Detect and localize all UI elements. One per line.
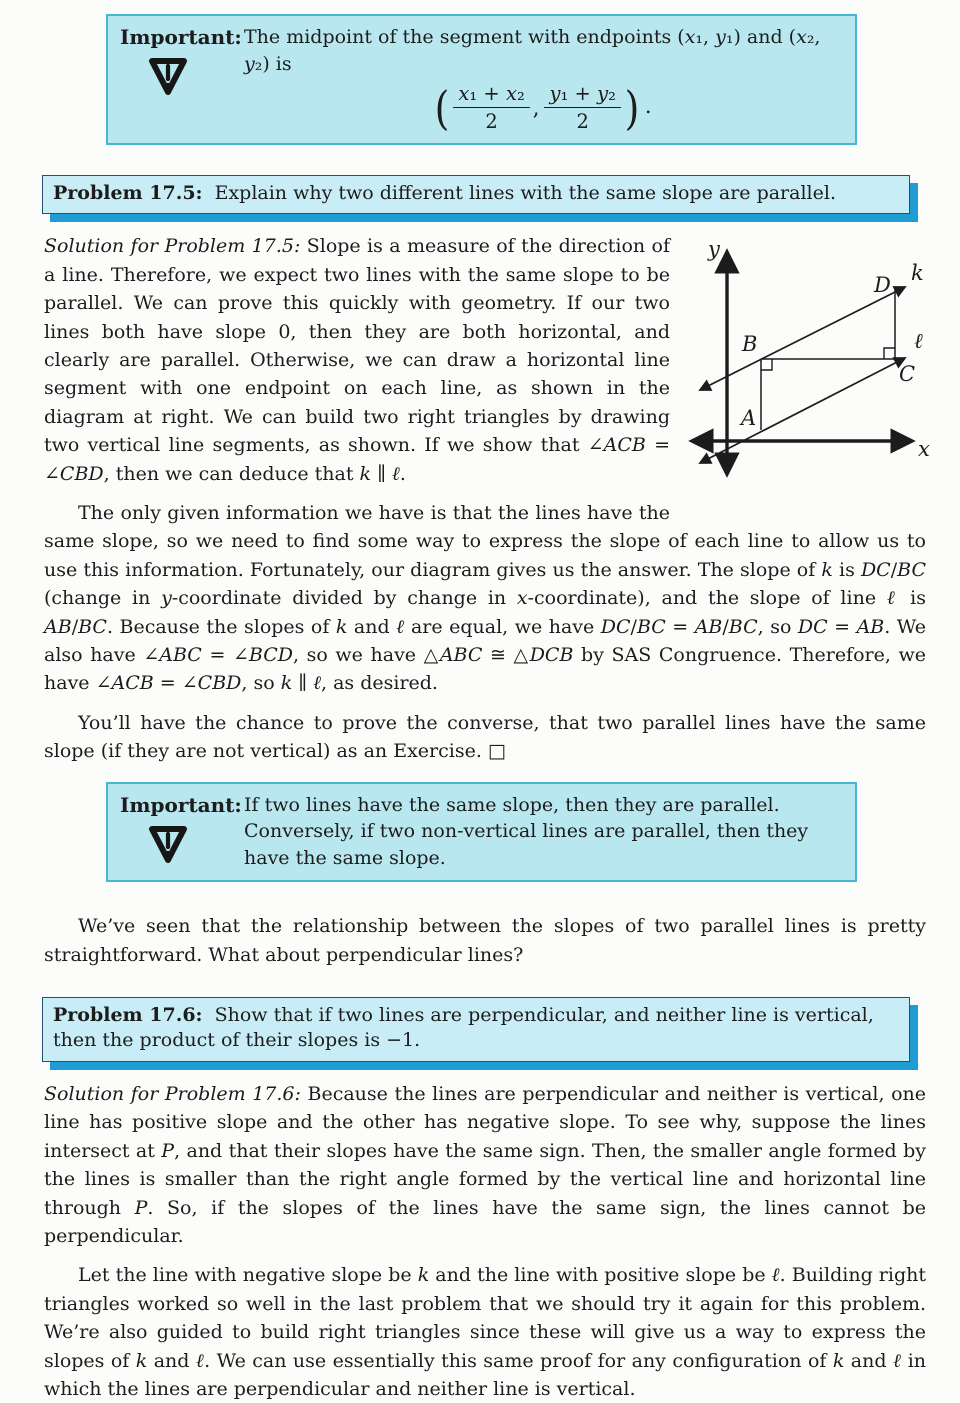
label-D: D: [874, 273, 891, 298]
important-note-label-column: [120, 24, 244, 134]
solution-17-6: [44, 1080, 926, 1403]
open-paren: (: [435, 80, 450, 135]
problem-box-17-6: [42, 997, 910, 1062]
label-y: y: [708, 237, 720, 262]
exclamation-triangle-icon: [144, 55, 192, 99]
fraction-x: [453, 82, 529, 134]
fraction-y: [544, 82, 620, 134]
fraction-y-numerator: y₁ + y₂: [544, 82, 620, 108]
problem-17-5-label: Problem 17.5:: [53, 181, 203, 204]
formula-period: .: [644, 94, 652, 119]
label-x: x: [918, 437, 930, 462]
label-C: C: [899, 362, 916, 387]
problem-box-17-5: [42, 175, 910, 215]
label-B: B: [742, 332, 758, 357]
solution-17-5-paragraph-2: The only given information we have is that the lines have the same slope, so we need to find some way to express the slope of each line to allow us to use this information. Fortunately, our diagram gives us the answer. The slope of k is DC/BC (change in y-coordinate divided by change in x-coordinate), and the slope of line ℓ is AB/BC. Because the slopes of k and ℓ are equal, we have DC/BC = AB/BC, so DC = AB. We also have ∠ABC = ∠BCD, so we have △ABC ≅ △DCB by SAS Congruence. Therefore, we have ∠ACB = ∠CBD, so k ∥ ℓ, as desired.: [44, 501, 927, 695]
important-note-body: [244, 24, 841, 134]
exclamation-triangle-icon: [144, 823, 192, 867]
midpoint-formula: [244, 82, 841, 134]
close-paren: ): [624, 80, 640, 135]
parallel-lines-figure: [684, 234, 956, 506]
fraction-y-denominator: 2: [576, 110, 589, 134]
formula-comma: ,: [532, 96, 540, 121]
label-k: k: [911, 261, 924, 286]
important-note-label-column: [120, 792, 244, 872]
transition-paragraph-wrap: [44, 912, 926, 969]
important-note-midpoint: [106, 14, 857, 145]
solution-17-6-paragraph-2: Let the line with negative slope be k and the line with positive slope be ℓ. Building right triangles worked so well in the last problem that we should try it again for this problem. We’re also guided to build right triangles since these will give us a way to express the slopes of k and ℓ. We can use essentially this same proof for any configuration of k and ℓ in which the lines are perpendicular and neither line is vertical.: [44, 1264, 927, 1400]
solution-17-5: [44, 232, 930, 765]
problem-17-5-text: Explain why two different lines with the same slope are parallel.: [214, 181, 836, 204]
important-label: Important:: [120, 792, 242, 817]
transition-paragraph: We’ve seen that the relationship between the slopes of two parallel lines is pretty straightforward. What about perpendicular lines?: [44, 915, 926, 966]
label-l: ℓ: [914, 329, 923, 354]
right-angle-mark-C: [884, 348, 895, 359]
problem-17-6-text: Show that if two lines are perpendicular, and neither line is vertical, then the product of their slopes is −1.: [53, 1003, 874, 1052]
important-label: Important:: [120, 25, 242, 49]
problem-17-6-label: Problem 17.6:: [53, 1003, 203, 1026]
parallel-lines-diagram: [684, 234, 956, 506]
label-A: A: [741, 406, 757, 431]
solution-17-5-paragraph-3: You’ll have the chance to prove the converse, that two parallel lines have the same slope (if they are not vertical) as an Exercise. □: [44, 711, 926, 763]
right-angle-mark-B: [761, 359, 772, 370]
fraction-x-numerator: x₁ + x₂: [453, 82, 529, 108]
solution-17-6-paragraph-1: Solution for Problem 17.6: Because the lines are perpendicular and neither is vertical, one line has positive slope and the other has negative slope. To see why, suppose the lines intersect at P, and that their slopes have the same sign. Then, the smaller angle formed by the lines is smaller than the right angle formed by the vertical line and horizontal line through P. So, if the slopes of the lines have the same sign, the lines cannot be perpendicular.: [44, 1082, 927, 1247]
important-note-parallel-slopes: [106, 782, 857, 883]
solution-17-5-paragraph-1: Solution for Problem 17.5: Slope is a measure of the direction of a line. Therefore, we expect two lines with the same slope to be parallel. We can prove this quickly with geometry. If our two lines both have slope 0, then they are both horizontal, and clearly are parallel. Otherwise, we can draw a horizontal line segment with one endpoint on each line, as shown in the diagram at right. We can build two right triangles by drawing two vertical line segments, as shown. If we show that ∠ACB = ∠CBD, then we can deduce that k ∥ ℓ.: [44, 235, 671, 485]
important-note-text: If two lines have the same slope, then they are parallel. Conversely, if two non-vertical lines are parallel, then they have the same slope.: [244, 793, 809, 869]
fraction-x-denominator: 2: [485, 110, 498, 134]
important-note-text: The midpoint of the segment with endpoints (x₁, y₁) and (x₂, y₂) is: [244, 26, 821, 75]
